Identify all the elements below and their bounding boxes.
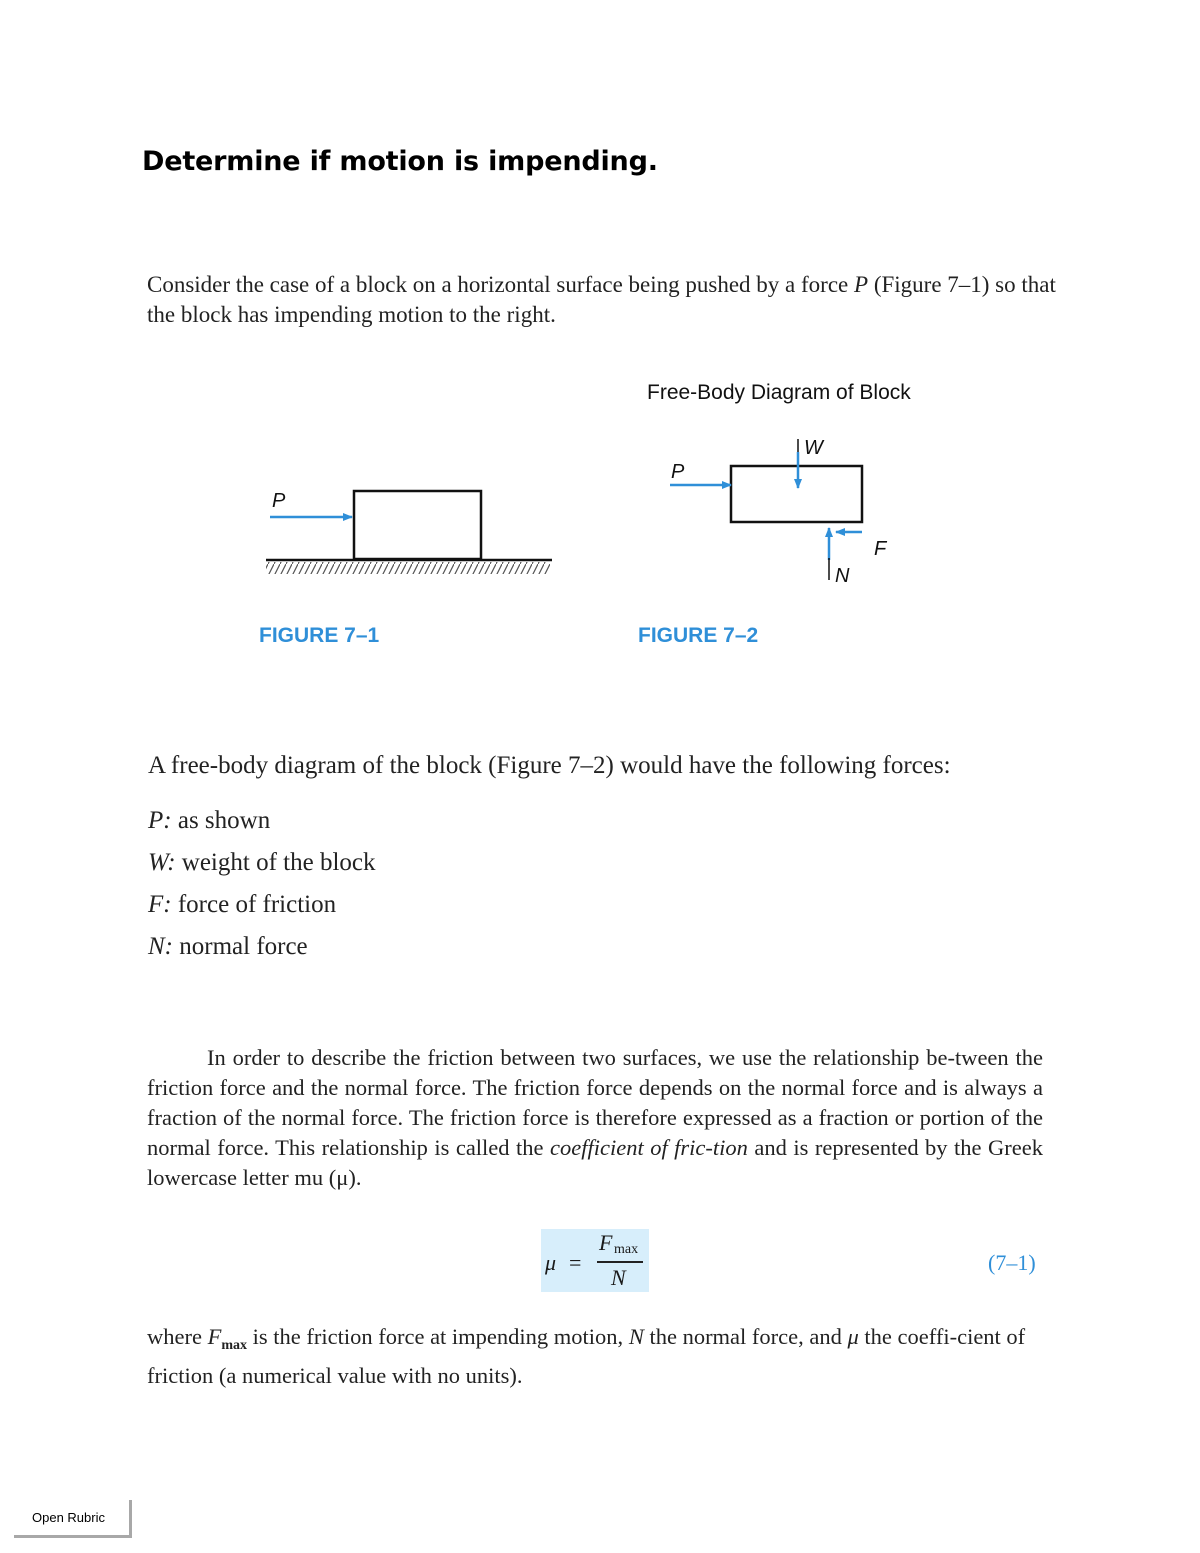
open-rubric-button[interactable]: Open Rubric [14,1500,132,1538]
fbd-w-label: W [804,437,823,459]
equation-denominator: N [611,1265,626,1290]
equation-mu: μ [545,1250,557,1275]
figure-7-1-label: FIGURE 7–1 [259,624,380,647]
friction-paragraph: In order to describe the friction between two surfaces, we use the relationship be-tween the friction force and the normal force. The friction force depends on the normal force and is always a fraction of the normal force. The friction force is therefore expressed as a fraction or portion of the normal force. This relationship is called the coefficient of fric-tion and is represented by the Greek lowercase letter mu (μ). [147,1045,1043,1190]
equation-numerator-subscript: max [614,1242,639,1257]
equation-number: (7–1) [988,1250,1036,1275]
force-item: F: force of friction [148,891,337,918]
forces-intro: A free-body diagram of the block (Figure 7–2) would have the following forces: [148,752,951,779]
figure-7-2-label: FIGURE 7–2 [638,624,759,647]
figure-7-1-diagram [250,480,570,580]
force-item: N: normal force [148,933,308,960]
fbd-f-label: F [874,538,887,560]
equation-equals: = [569,1250,582,1275]
figure-7-1-p-label: P [272,490,286,512]
figure-7-2-diagram [660,430,900,590]
equation-numerator: F [599,1230,613,1255]
equation-fraction-bar [597,1261,643,1263]
figure-7-2-title: Free-Body Diagram of Block [647,381,911,404]
where-paragraph: where $F_{max}$ is the friction force at impending motion, N the normal force, and μ the coeffi-cient of friction (a numerical value with no units). [147,1324,1026,1388]
ground-hatching [266,562,550,574]
fbd-block [731,466,862,522]
block [354,491,481,559]
intro-paragraph: Consider the case of a block on a horizontal surface being pushed by a force P (Figure 7–1) so that the block has impending motion to the right. [147,272,1056,327]
page-heading: Determine if motion is impending. [142,146,658,177]
force-item: W: weight of the block [148,849,376,876]
force-item: P: as shown [148,807,271,834]
fbd-p-label: P [671,461,685,483]
fbd-n-label: N [835,565,850,587]
